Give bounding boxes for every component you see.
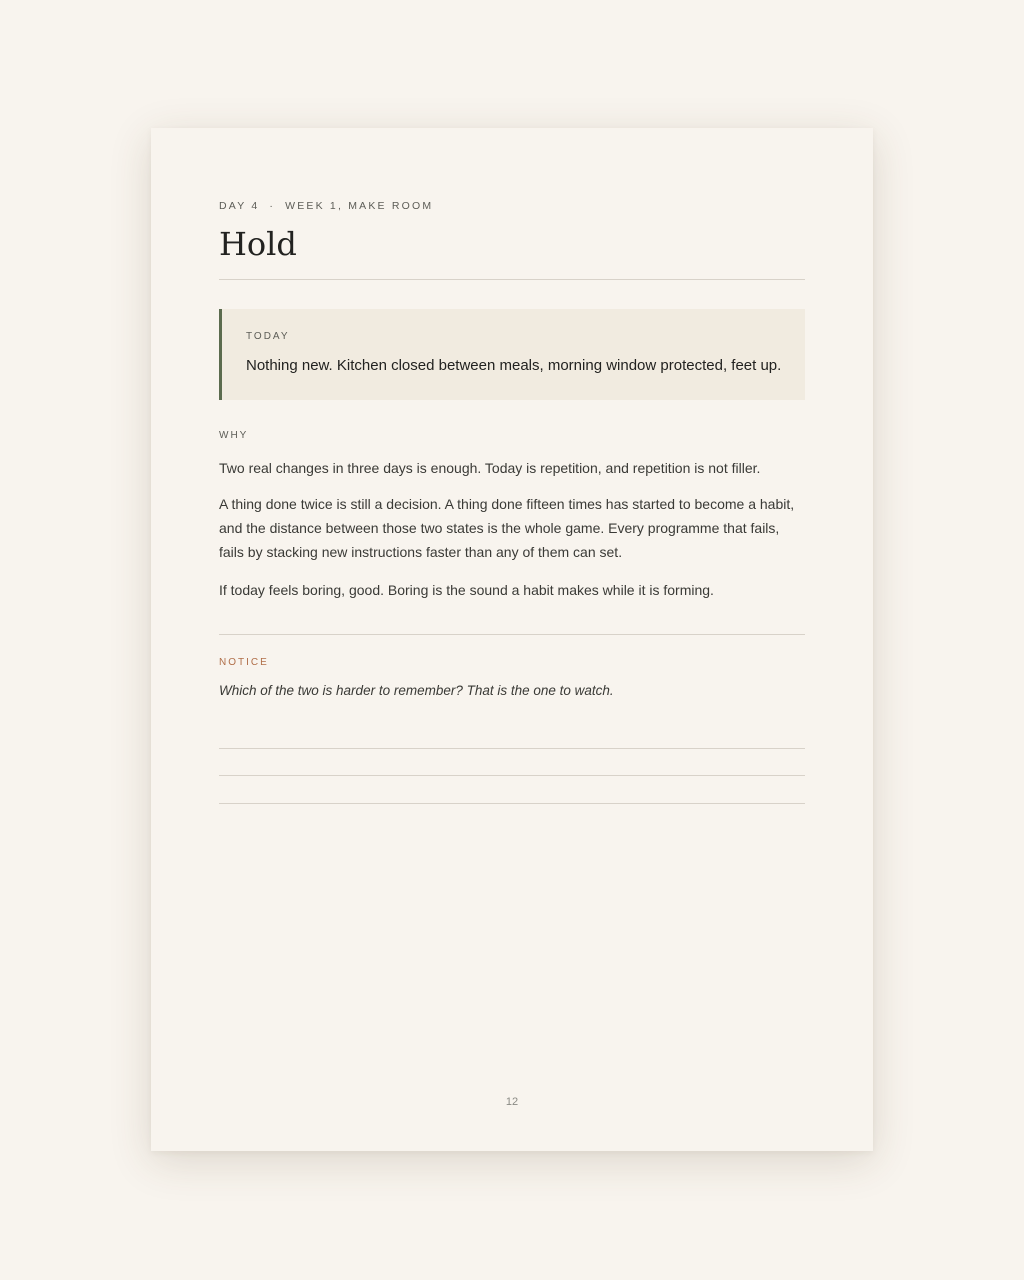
notice-label: NOTICE — [219, 657, 269, 668]
today-callout — [219, 309, 805, 400]
notice-prompt: Which of the two is harder to remember? That is the one to watch. — [219, 683, 614, 698]
why-label: WHY — [219, 430, 249, 441]
week-label: WEEK 1, MAKE ROOM — [285, 200, 434, 212]
page-title: Hold — [219, 225, 297, 263]
notice-divider — [219, 634, 805, 635]
day-label: DAY 4 — [219, 200, 260, 212]
writing-line-3[interactable] — [219, 803, 805, 804]
why-paragraph-2: A thing done twice is still a decision. A thing done fifteen times has started to become a habit, and the distance between those two states is the whole game. Every programme that fails, fails by stacking new instructions faster than any of them can set. — [219, 496, 795, 560]
eyebrow-separator: · — [269, 200, 276, 212]
day-week-eyebrow — [219, 200, 433, 212]
why-paragraph-1: Two real changes in three days is enough. Today is repetition, and repetition is not filler. — [219, 460, 761, 476]
title-divider — [219, 279, 805, 280]
why-paragraph-3: If today feels boring, good. Boring is the sound a habit makes while it is forming. — [219, 582, 714, 598]
writing-line-2[interactable] — [219, 775, 805, 776]
journal-page — [151, 128, 873, 1151]
today-label: TODAY — [246, 331, 290, 342]
page-number: 12 — [505, 1096, 519, 1108]
today-text: Nothing new. Kitchen closed between meals, morning window protected, feet up. — [246, 357, 782, 374]
writing-line-1[interactable] — [219, 748, 805, 749]
